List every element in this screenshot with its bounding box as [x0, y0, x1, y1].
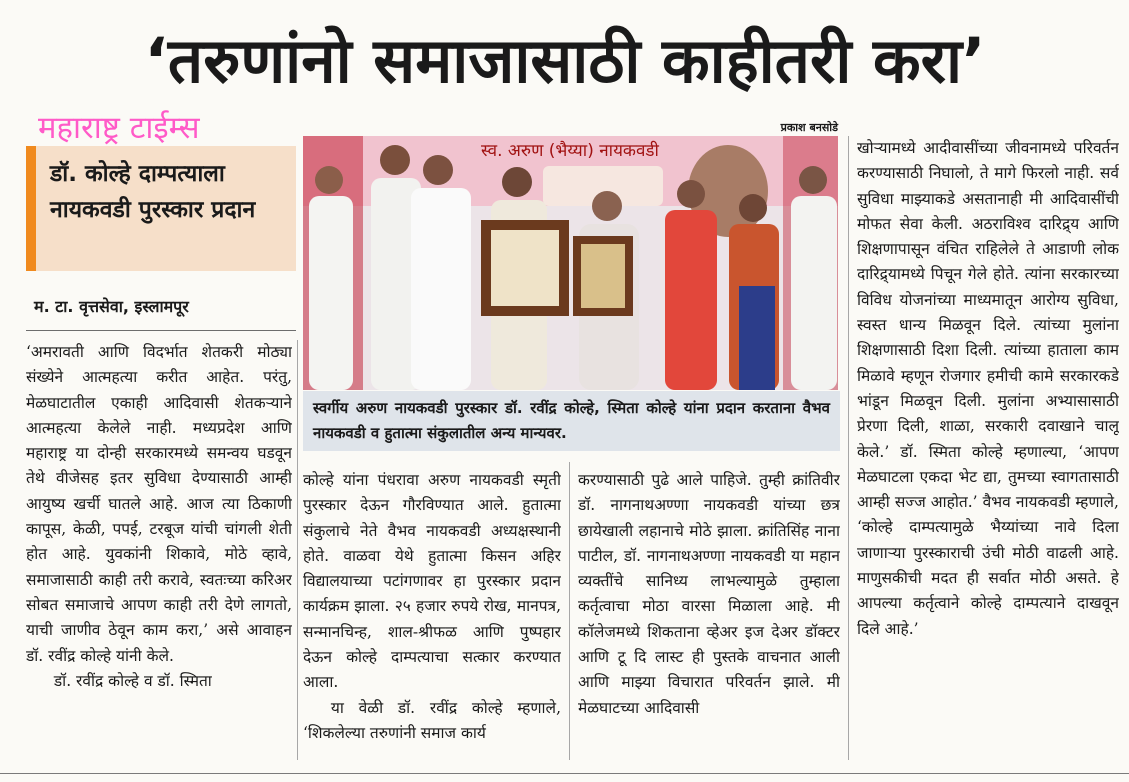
column-1-paragraph-2: डॉ. रवींद्र कोल्हे व डॉ. स्मिता — [53, 671, 212, 690]
dateline: म. टा. वृत्तसेवा, इस्लामपूर — [34, 297, 189, 316]
article-column-1 — [26, 340, 292, 765]
column-2-paragraph-1: कोल्हे यांना पंधरावा अरुण नायकवडी स्मृती पुरस्कार देऊन गौरविण्यात आले. हुतात्मा संकुलाचे नेते वैभव नायकवडी अध्यक्षस्थानी होते. वाळवा येथे हुतात्मा किसन अहिर विद्यालयाच्या पटांगणावर हा पुरस्कार प्रदान कार्यक्रम झाला. २५ हजार रुपये रोख, मानपत्र, सन्मानचिन्ह, शाल-श्रीफळ आणि पुष्पहार देऊन कोल्हे दाम्पत्याचा सत्कार करण्यात आला. — [303, 471, 561, 692]
column-2-paragraph-2: या वेळी डॉ. रवींद्र कोल्हे म्हणाले, ‘शिकलेल्या तरुणांनी समाज कार्य — [303, 698, 561, 742]
column-divider — [569, 462, 570, 760]
award-ceremony-photo — [303, 136, 838, 390]
column-1-paragraph-1: ‘अमरावती आणि विदर्भात शेतकरी मोठ्या संख्येने आत्महत्या करीत आहेत. परंतु, मेळघाटातील एकाही आदिवासी शेतकऱ्याने आत्महत्या केलेले नाही. मध्यप्रदेश आणि महाराष्ट्र या दोन्ही सरकारमध्ये समन्वय घडवून तेथे वीजेसह इतर सुविधा देण्यासाठी आम्ही आयुष्य खर्ची घातले आहे. आज त्या ठिकाणी कापूस, केळी, पपई, टरबूज यांची चांगली शेती होत आहे. युवकांनी शिकावे, मोठे व्हावे, समाजासाठी काही तरी करावे, स्वतःच्या करिअर सोबत समाजाचे आपण काही तरी देणे लागतो, याची जाणीव ठेवून काम करा,’ असे आवाहन डॉ. रवींद्र कोल्हे यांनी केले. — [26, 343, 292, 665]
column-divider — [848, 136, 849, 760]
column-4-paragraph-1: खोऱ्यामध्ये आदीवासींच्या जीवनामध्ये परिवर्तन करण्यासाठी निघालो, ते मागे फिरलो नाही. सर्व सुविधा माझ्याकडे असतानाही मी आदिवासींची मोफत सेवा केली. अठराविश्व दारिद्र्य आणि शिक्षणापासून वंचित राहिलेले ते आडाणी लोक दारिद्र्यामध्ये पिचून गेले होते. त्यांना सरकारच्या विविध योजनांच्या माध्यमातून आरोग्य सुविधा, स्वस्त धान्य मिळवून दिले. त्यांच्या मुलांना शिक्षणासाठी दिशा दिली. त्यांच्या हाताला काम मिळावे म्हणून रोजगार हमीची कामे सरकारकडे भांडून मिळवून दिली. मुलांना अभ्यासासाठी प्रेरणा दिली, शाळा, सरकारी दवाखाने चालू केले.’ डॉ. स्मिता कोल्हे म्हणाल्या, ‘आपण मेळघाटला एकदा भेट द्या, तुमच्या स्वागतासाठी आम्ही सज्ज आहोत.’ वैभव नायकवडी म्हणाले, ‘कोल्हे दाम्पत्यामुळे भैय्यांच्या नावे दिला जाणाऱ्या पुरस्काराची उंची मोठी वाढली आहे. माणुसकीची मदत ही सर्वात मोठी असते. हे आपल्या कर्तृत्वाने कोल्हे दाम्पत्याने दाखवून दिले आहे.’ — [857, 139, 1119, 638]
column-divider — [297, 340, 298, 760]
column-3-paragraph-1: करण्यासाठी पुढे आले पाहिजे. तुम्ही क्रांतिवीर डॉ. नागनाथअण्णा नायकवडी यांच्या छत्र छायेखाली लहानाचे मोठे झाला. क्रांतिसिंह नाना पाटील, डॉ. नागनाथअण्णा नायकवडी या महान व्यक्तींचे सानिध्य लाभल्यामुळे तुम्हाला कर्तृत्वाचा मोठा वारसा मिळाला आहे. मी कॉलेजमध्ये शिकताना व्हेअर इज देअर डॉक्टर आणि टू दि लास्ट ही पुस्तके वाचनात आली आणि माझ्या विचारात परिवर्तन झाले. मी मेळघाटच्या आदिवासी — [578, 471, 840, 717]
article-column-3 — [578, 468, 840, 764]
photo-banner-text: स्व. अरुण (भैय्या) नायकवडी — [481, 141, 659, 161]
dateline-rule — [26, 330, 296, 331]
article-column-4 — [857, 136, 1119, 764]
article-column-2 — [303, 468, 561, 764]
photo-caption: स्वर्गीय अरुण नायकवडी पुरस्कार डॉ. रवींद्र कोल्हे, स्मिता कोल्हे यांना प्रदान करताना वैभव नायकवडी व हुतात्मा संकुलातील अन्य मान्यवर. — [303, 391, 840, 451]
subheadline: डॉ. कोल्हे दाम्पत्याला नायकवडी पुरस्कार प्रदान — [50, 161, 256, 223]
photo-credit: प्रकाश बनसोडे — [780, 121, 838, 134]
bottom-rule — [0, 773, 1129, 774]
photo-illustration — [303, 136, 838, 390]
subheadline-box — [26, 146, 296, 271]
newspaper-brand: महाराष्ट्र टाईम्स — [38, 110, 200, 146]
headline: ‘तरुणांनो समाजासाठी काहीतरी करा’ — [144, 24, 986, 97]
